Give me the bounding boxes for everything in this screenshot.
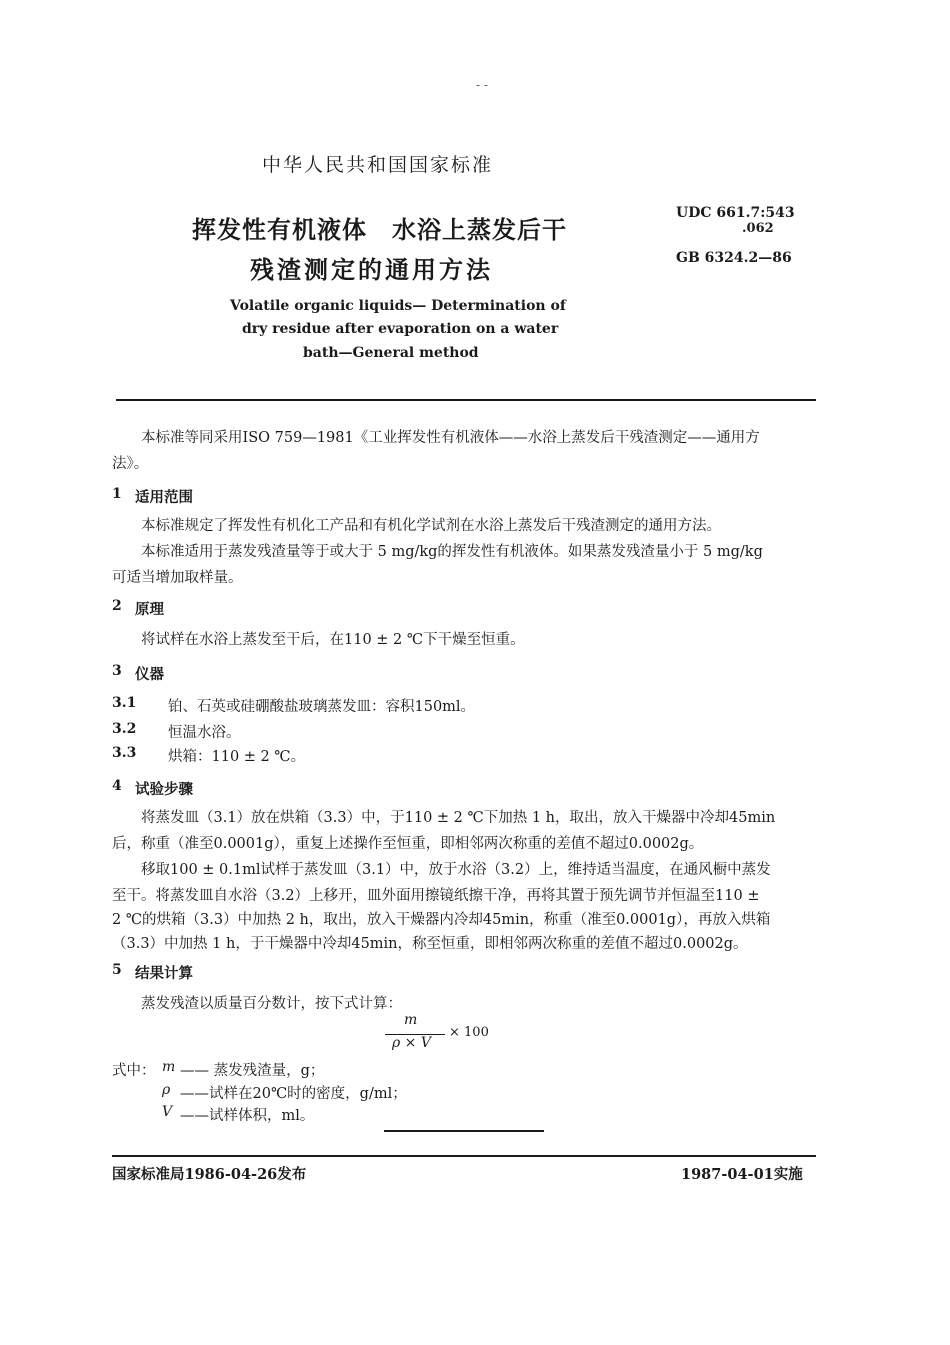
section4-heading: 试验步骤: [135, 781, 193, 798]
english-title-line1: Volatile organic liquids— Determination of: [230, 298, 566, 314]
section1-para2-line2: 可适当增加取样量。: [112, 570, 243, 586]
section5-number: 5: [112, 962, 122, 978]
item-3-1-text: 铂、石英或硅硼酸盐玻璃蒸发皿：容积150ml。: [168, 699, 476, 715]
effective-date: 1987-04-01实施: [681, 1166, 803, 1183]
definition-rho-symbol: ρ: [162, 1082, 171, 1098]
footer-divider: [112, 1155, 816, 1157]
section3-heading: 仪器: [135, 666, 164, 683]
definition-m-symbol: m: [162, 1059, 176, 1075]
item-3-2-number: 3.2: [112, 721, 137, 737]
intro-line1: 本标准等同采用ISO 759—1981《工业挥发性有机液体——水浴上蒸发后干残渣测定——通用方: [141, 430, 760, 446]
end-rule: [384, 1130, 544, 1132]
top-marks: - -: [476, 78, 488, 92]
section4-number: 4: [112, 778, 122, 794]
national-standard-title: 中华人民共和国国家标准: [262, 154, 494, 176]
definition-v-symbol: V: [162, 1104, 173, 1120]
item-3-1-number: 3.1: [112, 695, 137, 711]
definition-rho-text: ——试样在20℃时的密度，g/ml；: [180, 1086, 407, 1102]
issued-date: 国家标准局1986-04-26发布: [112, 1166, 307, 1183]
section4-para2-line3: 2 ℃的烘箱（3.3）中加热 2 h，取出，放入干燥器内冷却45min，称重（准至0.0001g），再放入烘箱: [112, 912, 771, 928]
item-3-3-text: 烘箱：110 ± 2 ℃。: [168, 749, 306, 765]
english-title-line2: dry residue after evaporation on a water: [242, 321, 559, 337]
section1-para2-line1: 本标准适用于蒸发残渣量等于或大于 5 mg/kg的挥发性有机液体。如果蒸发残渣量小于 5 mg/kg: [141, 544, 763, 560]
section1-number: 1: [112, 486, 122, 502]
section4-para1-line2: 后，称重（准至0.0001g），重复上述操作至恒重，即相邻两次称重的差值不超过0.0002g。: [112, 836, 704, 852]
section4-para1-line1: 将蒸发皿（3.1）放在烘箱（3.3）中，于110 ± 2 ℃下加热 1 h，取出，放入干燥器中冷却45min: [141, 810, 776, 826]
udc-code: UDC 661.7:543: [676, 205, 795, 221]
chinese-title-line1: 挥发性有机液体 水浴上蒸发后干: [192, 216, 567, 244]
item-3-3-number: 3.3: [112, 745, 137, 761]
section1-para1: 本标准规定了挥发性有机化工产品和有机化学试剂在水浴上蒸发后干残渣测定的通用方法。: [141, 518, 721, 534]
section5-para1: 蒸发残渣以质量百分数计，按下式计算：: [141, 996, 402, 1012]
header-divider: [116, 399, 816, 401]
chinese-title-line2: 残渣测定的通用方法: [250, 256, 493, 284]
section2-heading: 原理: [135, 601, 164, 618]
section2-number: 2: [112, 598, 122, 614]
where-label: 式中：: [112, 1063, 156, 1079]
formula-denominator: ρ × V: [392, 1035, 431, 1051]
english-title-line3: bath—General method: [303, 345, 479, 361]
section4-para2-line4: （3.3）中加热 1 h，于干燥器中冷却45min，称至恒重，即相邻两次称重的差值不超过0.0002g。: [112, 936, 748, 952]
intro-line2: 法》。: [112, 456, 149, 472]
section1-heading: 适用范围: [135, 489, 193, 506]
section4-para2-line2: 至干。将蒸发皿自水浴（3.2）上移开，皿外面用擦镜纸擦干净，再将其置于预先调节并恒温至110 ±: [112, 888, 760, 904]
gb-standard-number: GB 6324.2—86: [676, 250, 792, 266]
formula-multiplier: × 100: [449, 1025, 489, 1040]
definition-v-text: ——试样体积，ml。: [180, 1108, 315, 1124]
formula-numerator: m: [404, 1012, 418, 1028]
section4-para2-line1: 移取100 ± 0.1ml试样于蒸发皿（3.1）中，放于水浴（3.2）上，维持适当温度，在通风橱中蒸发: [141, 862, 771, 878]
item-3-2-text: 恒温水浴。: [168, 725, 241, 741]
definition-m-text: —— 蒸发残渣量，g；: [180, 1063, 325, 1079]
section3-number: 3: [112, 663, 122, 679]
section5-heading: 结果计算: [135, 965, 193, 982]
section2-para1: 将试样在水浴上蒸发至干后，在110 ± 2 ℃下干燥至恒重。: [141, 632, 525, 648]
udc-code-suffix: .062: [742, 221, 774, 236]
